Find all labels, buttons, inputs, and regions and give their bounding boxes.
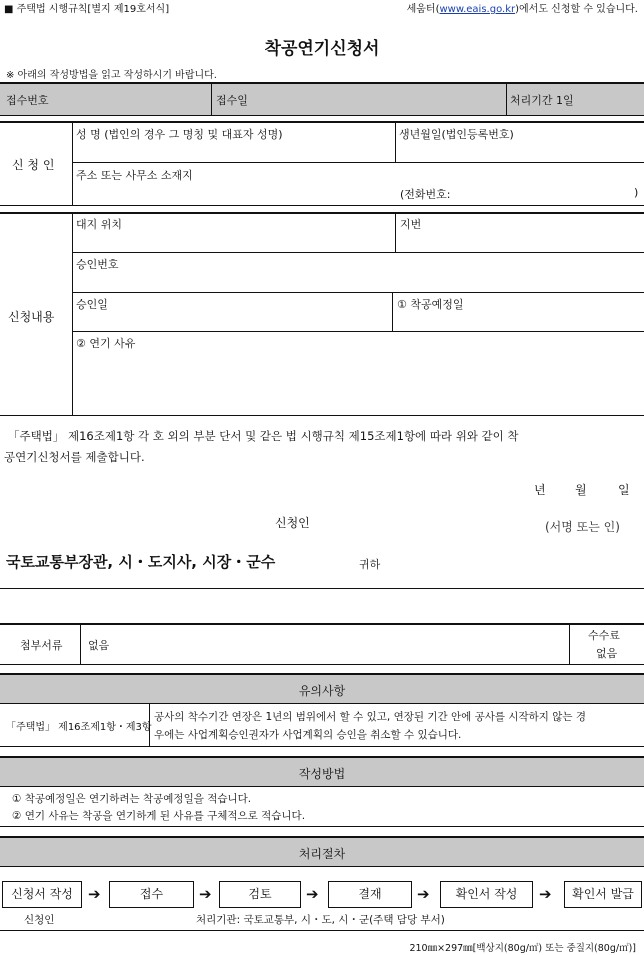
paper-spec-footer: 210㎜×297㎜[백상지(80g/㎡) 또는 중질지(80g/㎡)] <box>409 943 636 954</box>
online-url-link[interactable]: www.eais.go.kr <box>439 4 516 15</box>
procedure-actor-office: 처리기관: 국토교통부, 시・도, 시・군(주택 담당 부서) <box>196 914 445 926</box>
form-reference: ■ 주택법 시행규칙[별지 제19호서식] <box>4 4 170 15</box>
howto-heading: 작성방법 <box>298 767 346 781</box>
step-review: 검토 <box>219 881 301 908</box>
declaration-line-2: 공연기신청서를 제출합니다. <box>4 450 145 464</box>
approval-date-label: 승인일 <box>76 298 108 311</box>
howto-item-1: ① 착공예정일은 연기하려는 착공예정일을 적습니다. <box>12 793 252 805</box>
online-notice-suffix: )에서도 신청할 수 있습니다. <box>515 4 638 15</box>
attachments-value: 없음 <box>88 639 110 652</box>
howto-item-2: ② 연기 사유는 착공을 연기하게 된 사유를 구체적으로 적습니다. <box>12 810 306 822</box>
step-confirmation-issue: 확인서 발급 <box>564 881 642 908</box>
applicant-phone-close: ) <box>634 186 639 199</box>
step-apply: 신청서 작성 <box>2 881 82 908</box>
notes-heading: 유의사항 <box>298 684 346 698</box>
attachments-label: 첨부서류 <box>20 639 63 652</box>
applicant-name-label: 성 명 (법인의 경우 그 명칭 및 대표자 성명) <box>76 128 283 141</box>
online-notice <box>407 0 638 15</box>
arrow-right-icon: ➔ <box>306 885 319 903</box>
fee-value: 없음 <box>596 647 618 660</box>
approval-number-label: 승인번호 <box>76 258 119 271</box>
planned-start-label: ① 착공예정일 <box>397 298 464 311</box>
applicant-phone-label: (전화번호: <box>400 188 451 201</box>
date-month-label: 월 <box>575 483 587 497</box>
declaration-applicant-label: 신청인 <box>275 516 310 530</box>
honorific-label: 귀하 <box>359 558 381 571</box>
step-confirmation-write: 확인서 작성 <box>440 881 533 908</box>
form-title: 착공연기신청서 <box>264 39 380 59</box>
signature-label: (서명 또는 인) <box>545 520 620 534</box>
instruction-note: ※ 아래의 작성방법을 읽고 작성하시기 바랍니다. <box>6 70 217 81</box>
recipient-label: 국토교통부장관, 시・도지사, 시장・군수 <box>6 553 276 571</box>
fee-label: 수수료 <box>588 629 620 642</box>
site-location-label: 대지 위치 <box>76 218 123 231</box>
content-section-label: 신청내용 <box>8 310 55 324</box>
arrow-right-icon: ➔ <box>88 885 101 903</box>
step-receive: 접수 <box>109 881 194 908</box>
step-approve: 결재 <box>328 881 412 908</box>
applicant-birth-label: 생년월일(법인등록번호) <box>399 128 514 141</box>
arrow-right-icon: ➔ <box>199 885 212 903</box>
declaration-line-1: 「주택법」 제16조제1항 각 호 외의 부분 단서 및 같은 법 시행규칙 제15조제1항에 따라 위와 같이 착 <box>8 429 519 443</box>
receipt-number-label: 접수번호 <box>6 94 49 107</box>
notes-law-reference: 「주택법」 제16조제1항・제3항 <box>6 722 152 733</box>
procedure-heading: 처리절차 <box>298 847 346 861</box>
applicant-address-label: 주소 또는 사무소 소재지 <box>76 169 193 182</box>
date-day-label: 일 <box>618 483 630 497</box>
arrow-right-icon: ➔ <box>417 885 430 903</box>
receipt-date-label: 접수일 <box>216 94 248 107</box>
lot-number-label: 지번 <box>400 218 422 231</box>
applicant-section-label: 신 청 인 <box>12 158 55 172</box>
processing-period-label: 처리기간 1일 <box>510 94 574 107</box>
procedure-actor-applicant: 신청인 <box>24 914 55 926</box>
date-year-label: 년 <box>534 483 546 497</box>
arrow-right-icon: ➔ <box>539 885 552 903</box>
notes-text-line-1: 공사의 착수기간 연장은 1년의 범위에서 할 수 있고, 연장된 기간 안에 공사를 시작하지 않는 경 <box>154 711 587 723</box>
notes-text-line-2: 우에는 사업계획승인권자가 사업계획의 승인을 취소할 수 있습니다. <box>154 729 462 741</box>
online-notice-prefix: 세움터( <box>406 4 440 15</box>
delay-reason-label: ② 연기 사유 <box>76 337 136 350</box>
